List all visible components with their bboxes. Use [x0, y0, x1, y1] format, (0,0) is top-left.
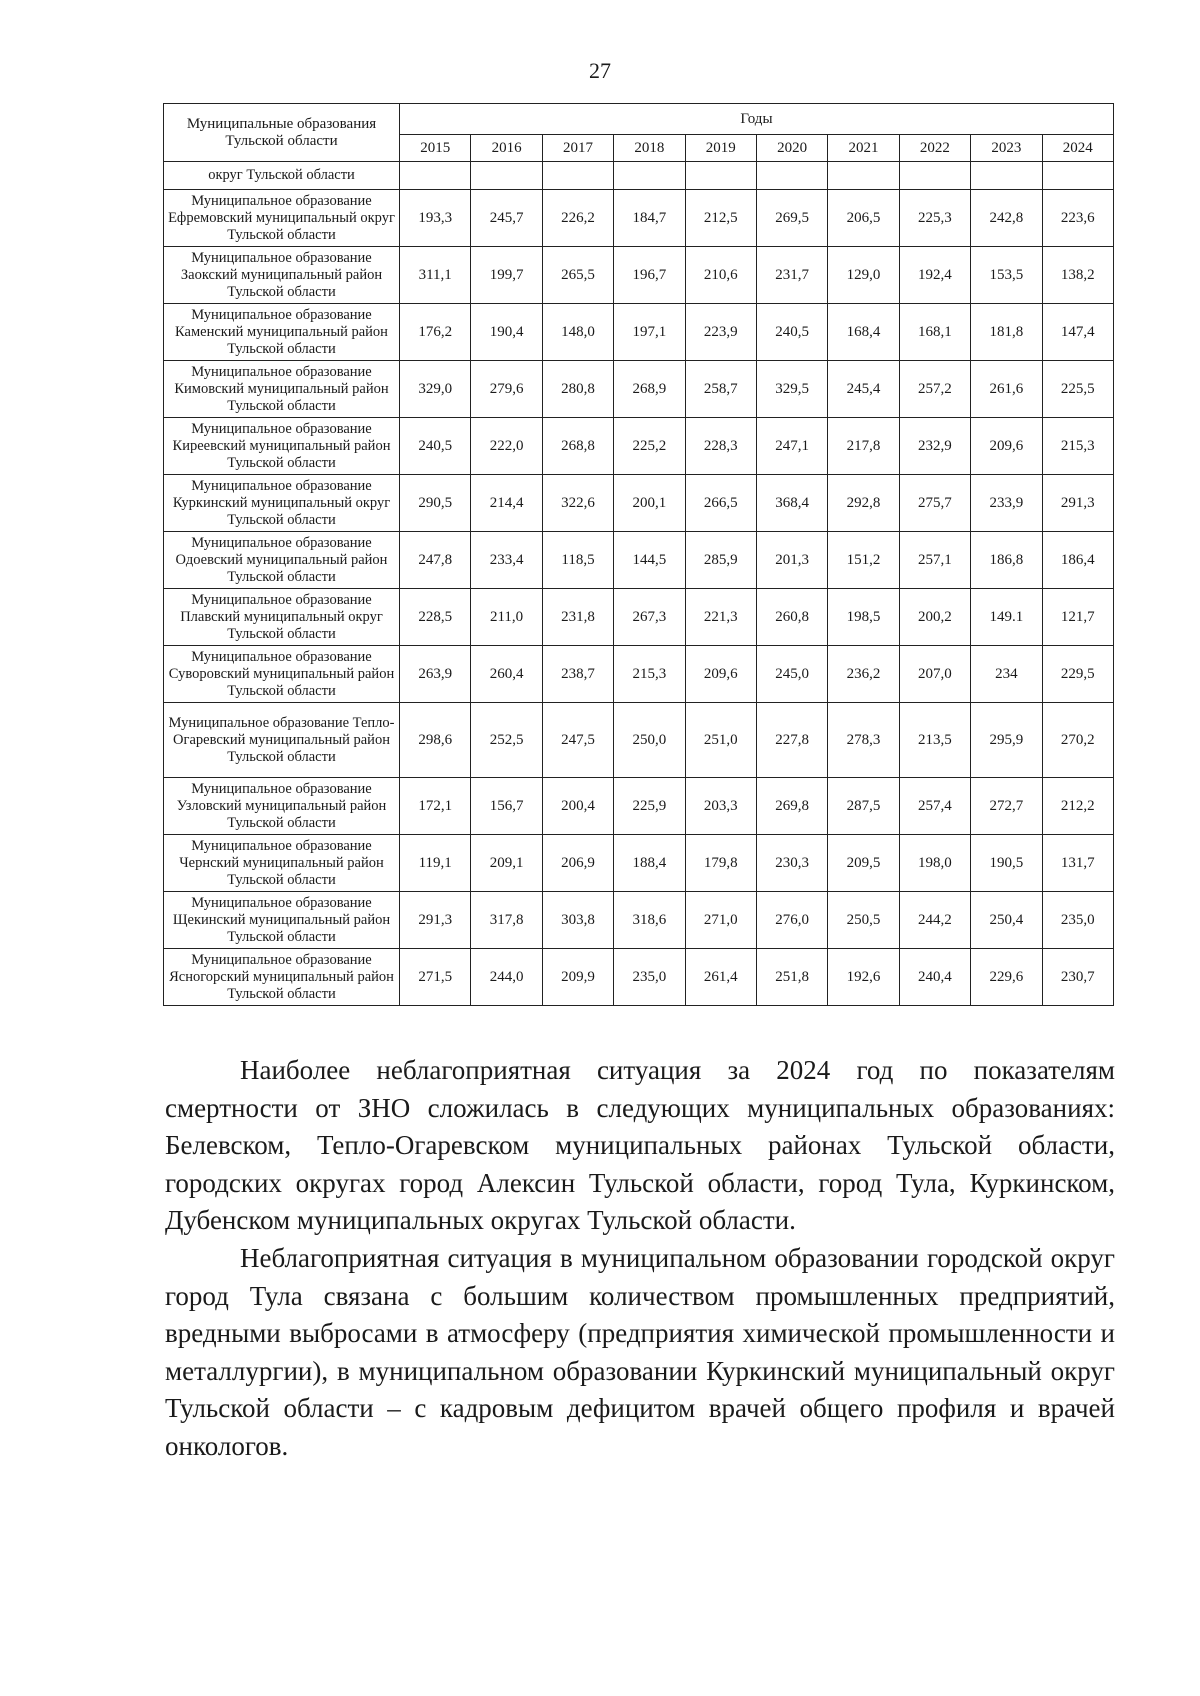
table-row-continued: [164, 162, 1114, 190]
table-cell: 280,8: [542, 361, 613, 418]
row-name: Муниципальное образование Плавский муниципальный округ Тульской области: [164, 589, 400, 646]
table-cell: 209,1: [471, 835, 542, 892]
table-cell: 227,8: [756, 703, 827, 778]
table-cell: 231,8: [542, 589, 613, 646]
table-row: [164, 247, 1114, 304]
table-cell: 257,1: [899, 532, 970, 589]
table-cell: 247,8: [400, 532, 471, 589]
table-cell: 223,6: [1042, 190, 1113, 247]
table-cell: 118,5: [542, 532, 613, 589]
table-cell: 230,3: [756, 835, 827, 892]
table-cell: 322,6: [542, 475, 613, 532]
table-cell: 260,4: [471, 646, 542, 703]
table-cell: 271,5: [400, 949, 471, 1006]
year-header-cell: 2020: [756, 135, 827, 162]
table-cell: 291,3: [400, 892, 471, 949]
table-cell: 198,0: [899, 835, 970, 892]
table-cell: 121,7: [1042, 589, 1113, 646]
row-name: Муниципальное образование Киреевский муниципальный район Тульской области: [164, 418, 400, 475]
table-cell: 197,1: [614, 304, 685, 361]
table-cell: 229,6: [971, 949, 1042, 1006]
table-row: [164, 703, 1114, 778]
table-cell: 228,3: [685, 418, 756, 475]
table-cell: 231,7: [756, 247, 827, 304]
table-cell-empty: [1042, 162, 1113, 190]
table-cell: 212,5: [685, 190, 756, 247]
table-cell: 226,2: [542, 190, 613, 247]
table-cell: 268,8: [542, 418, 613, 475]
table-cell-empty: [471, 162, 542, 190]
table-cell: 153,5: [971, 247, 1042, 304]
table-cell: 131,7: [1042, 835, 1113, 892]
table-cell: 266,5: [685, 475, 756, 532]
table-cell: 192,6: [828, 949, 899, 1006]
table-cell: 200,4: [542, 778, 613, 835]
row-name: Муниципальное образование Узловский муниципальный район Тульской области: [164, 778, 400, 835]
table-cell: 240,5: [400, 418, 471, 475]
table-cell: 188,4: [614, 835, 685, 892]
table-cell: 287,5: [828, 778, 899, 835]
table-cell: 168,4: [828, 304, 899, 361]
table-cell: 209,5: [828, 835, 899, 892]
table-cell: 225,2: [614, 418, 685, 475]
row-name: Муниципальное образование Суворовский муниципальный район Тульской области: [164, 646, 400, 703]
table-cell: 225,3: [899, 190, 970, 247]
paragraph-1: Наиболее неблагоприятная ситуация за 2024 год по показателям смертности от ЗНО сложилась в следующих муниципальных образованиях: Белевском, Тепло-Огаревском муниципальных районах Тульской области, городских округах город Алексин Тульской области, город Тула, Куркинском, Дубенском муниципальных округах Тульской области.: [165, 1055, 1115, 1235]
table-cell-empty: [614, 162, 685, 190]
row-name: округ Тульской области: [164, 162, 400, 190]
year-header-cell: 2022: [899, 135, 970, 162]
table-cell: 295,9: [971, 703, 1042, 778]
table-cell: 303,8: [542, 892, 613, 949]
table-cell: 276,0: [756, 892, 827, 949]
table-cell: 244,0: [471, 949, 542, 1006]
table-cell: 181,8: [971, 304, 1042, 361]
table-cell: 148,0: [542, 304, 613, 361]
row-name: Муниципальное образование Каменский муниципальный район Тульской области: [164, 304, 400, 361]
page-number: 27: [589, 58, 611, 83]
table-cell: 261,6: [971, 361, 1042, 418]
table-cell-empty: [685, 162, 756, 190]
table-cell: 176,2: [400, 304, 471, 361]
table-cell: 151,2: [828, 532, 899, 589]
table-cell: 268,9: [614, 361, 685, 418]
table-row: [164, 418, 1114, 475]
table-cell: 201,3: [756, 532, 827, 589]
table-cell: 270,2: [1042, 703, 1113, 778]
table-cell: 184,7: [614, 190, 685, 247]
table-cell: 250,4: [971, 892, 1042, 949]
table-cell: 235,0: [614, 949, 685, 1006]
table-cell: 212,2: [1042, 778, 1113, 835]
table-cell: 214,4: [471, 475, 542, 532]
table-cell: 236,2: [828, 646, 899, 703]
table-cell: 269,5: [756, 190, 827, 247]
table-cell-empty: [971, 162, 1042, 190]
table-cell: 230,7: [1042, 949, 1113, 1006]
mortality-table: [163, 103, 1114, 1006]
table-row: [164, 361, 1114, 418]
table-row: [164, 589, 1114, 646]
table-cell: 251,0: [685, 703, 756, 778]
table-row: [164, 190, 1114, 247]
table-cell: 252,5: [471, 703, 542, 778]
table-cell-empty: [542, 162, 613, 190]
table-cell: 311,1: [400, 247, 471, 304]
table-cell: 260,8: [756, 589, 827, 646]
table-cell: 317,8: [471, 892, 542, 949]
table-row: [164, 532, 1114, 589]
table-row: [164, 778, 1114, 835]
table-cell: 229,5: [1042, 646, 1113, 703]
table-cell: 368,4: [756, 475, 827, 532]
table-cell: 200,1: [614, 475, 685, 532]
table-cell: 275,7: [899, 475, 970, 532]
table-cell: 247,5: [542, 703, 613, 778]
table-row: [164, 949, 1114, 1006]
table-cell: 225,9: [614, 778, 685, 835]
table-cell: 221,3: [685, 589, 756, 646]
table-cell: 215,3: [1042, 418, 1113, 475]
table-cell: 242,8: [971, 190, 1042, 247]
table-cell: 261,4: [685, 949, 756, 1006]
table-cell: 186,8: [971, 532, 1042, 589]
table-cell: 144,5: [614, 532, 685, 589]
row-name: Муниципальное образование Кимовский муниципальный район Тульской области: [164, 361, 400, 418]
table-cell: 209,9: [542, 949, 613, 1006]
table-cell: 329,5: [756, 361, 827, 418]
table-cell: 225,5: [1042, 361, 1113, 418]
table-cell: 233,4: [471, 532, 542, 589]
table-cell: 190,4: [471, 304, 542, 361]
table-cell: 290,5: [400, 475, 471, 532]
table-cell: 233,9: [971, 475, 1042, 532]
year-header-cell: 2021: [828, 135, 899, 162]
table-cell-empty: [899, 162, 970, 190]
table-cell: 179,8: [685, 835, 756, 892]
table-cell: 232,9: [899, 418, 970, 475]
table-cell-empty: [828, 162, 899, 190]
table-cell: 209,6: [685, 646, 756, 703]
table-cell: 209,6: [971, 418, 1042, 475]
table-row: [164, 304, 1114, 361]
table-cell: 267,3: [614, 589, 685, 646]
year-header-cell: 2024: [1042, 135, 1113, 162]
row-name: Муниципальное образование Щекинский муниципальный район Тульской области: [164, 892, 400, 949]
table-cell: 258,7: [685, 361, 756, 418]
table-cell: 206,9: [542, 835, 613, 892]
table-cell: 265,5: [542, 247, 613, 304]
table-cell-empty: [756, 162, 827, 190]
years-header: Годы: [400, 104, 1114, 135]
table-cell: 278,3: [828, 703, 899, 778]
year-header-cell: 2023: [971, 135, 1042, 162]
table-cell: 200,2: [899, 589, 970, 646]
table-row: [164, 892, 1114, 949]
table-cell: 210,6: [685, 247, 756, 304]
table-cell: 138,2: [1042, 247, 1113, 304]
row-name: Муниципальное образование Тепло-Огаревский муниципальный район Тульской области: [164, 703, 400, 778]
row-name: Муниципальное образование Одоевский муниципальный район Тульской области: [164, 532, 400, 589]
table-cell: 235,0: [1042, 892, 1113, 949]
table-row: [164, 646, 1114, 703]
table-cell: 298,6: [400, 703, 471, 778]
year-header-cell: 2015: [400, 135, 471, 162]
table-cell: 244,2: [899, 892, 970, 949]
table-cell: 198,5: [828, 589, 899, 646]
table-row: [164, 835, 1114, 892]
table-cell: 272,7: [971, 778, 1042, 835]
year-header-cell: 2019: [685, 135, 756, 162]
table-cell: 234: [971, 646, 1042, 703]
table-cell: 228,5: [400, 589, 471, 646]
year-header-cell: 2016: [471, 135, 542, 162]
row-name: Муниципальное образование Чернский муниципальный район Тульской области: [164, 835, 400, 892]
table-cell: 223,9: [685, 304, 756, 361]
table-cell: 168,1: [899, 304, 970, 361]
table-cell: 238,7: [542, 646, 613, 703]
table-cell: 149.1: [971, 589, 1042, 646]
table-cell: 279,6: [471, 361, 542, 418]
table-cell: 245,4: [828, 361, 899, 418]
table-cell: 271,0: [685, 892, 756, 949]
table-cell: 215,3: [614, 646, 685, 703]
table-cell: 222,0: [471, 418, 542, 475]
table-cell: 247,1: [756, 418, 827, 475]
table-cell: 263,9: [400, 646, 471, 703]
table-cell: 250,5: [828, 892, 899, 949]
table-cell: 186,4: [1042, 532, 1113, 589]
row-name: Муниципальное образование Ефремовский муниципальный округ Тульской области: [164, 190, 400, 247]
year-header-cell: 2017: [542, 135, 613, 162]
table-cell: 203,3: [685, 778, 756, 835]
table-cell: 240,4: [899, 949, 970, 1006]
table-cell: 257,4: [899, 778, 970, 835]
table-cell: 196,7: [614, 247, 685, 304]
table-cell: 119,1: [400, 835, 471, 892]
table-cell: 329,0: [400, 361, 471, 418]
row-header: Муниципальные образования Тульской области: [164, 104, 400, 162]
table-cell: 192,4: [899, 247, 970, 304]
table-cell: 206,5: [828, 190, 899, 247]
table-cell: 172,1: [400, 778, 471, 835]
table-cell: 129,0: [828, 247, 899, 304]
table-cell: 217,8: [828, 418, 899, 475]
row-name: Муниципальное образование Куркинский муниципальный округ Тульской области: [164, 475, 400, 532]
paragraph-2: Неблагоприятная ситуация в муниципальном образовании городской округ город Тула связана с большим количеством промышленных предприятий, вредными выбросами в атмосферу (предприятия химической промышленности и металлургии), в муниципальном образовании Куркинский муниципальный округ Тульской области – с кадровым дефицитом врачей общего профиля и врачей онкологов.: [165, 1243, 1115, 1461]
table-cell: 269,8: [756, 778, 827, 835]
table-cell-empty: [400, 162, 471, 190]
table-cell: 291,3: [1042, 475, 1113, 532]
table-cell: 245,7: [471, 190, 542, 247]
table-row: [164, 475, 1114, 532]
table-cell: 250,0: [614, 703, 685, 778]
row-name: Муниципальное образование Ясногорский муниципальный район Тульской области: [164, 949, 400, 1006]
table-cell: 211,0: [471, 589, 542, 646]
table-cell: 257,2: [899, 361, 970, 418]
table-cell: 199,7: [471, 247, 542, 304]
table-cell: 207,0: [899, 646, 970, 703]
row-name: Муниципальное образование Заокский муниципальный район Тульской области: [164, 247, 400, 304]
table-cell: 318,6: [614, 892, 685, 949]
year-header-cell: 2018: [614, 135, 685, 162]
table-cell: 240,5: [756, 304, 827, 361]
table-cell: 147,4: [1042, 304, 1113, 361]
table-cell: 156,7: [471, 778, 542, 835]
table-cell: 285,9: [685, 532, 756, 589]
table-cell: 190,5: [971, 835, 1042, 892]
table-cell: 292,8: [828, 475, 899, 532]
table-cell: 193,3: [400, 190, 471, 247]
table-cell: 213,5: [899, 703, 970, 778]
table-cell: 251,8: [756, 949, 827, 1006]
table-cell: 245,0: [756, 646, 827, 703]
